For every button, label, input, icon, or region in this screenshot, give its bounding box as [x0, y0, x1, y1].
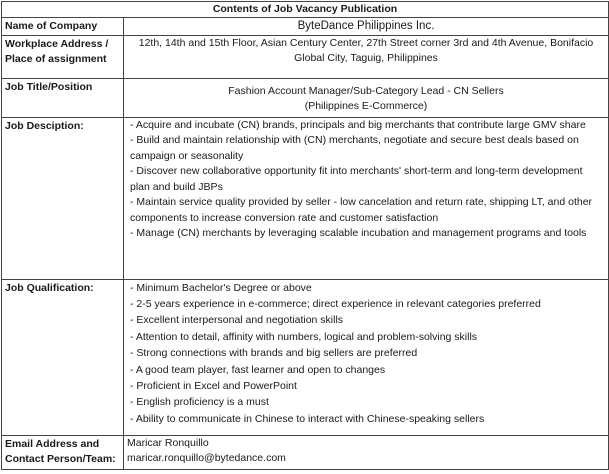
description-item: - Manage (CN) merchants by leveraging scalable incubation and management programs and tools: [130, 227, 587, 239]
qualification-item: - Minimum Bachelor's Degree or above: [130, 281, 312, 294]
contact-label-line2: Contact Person/Team:: [5, 453, 116, 465]
description-item: - Maintain service quality provided by seller - low cancelation and return rate, shipping LT, and other components to increase conversion rate and customer satisfaction: [130, 196, 593, 224]
description-item: - Build and maintain relationship with (CN) merchants, negotiate and secure best deals based on campaign or seasonality: [130, 134, 579, 162]
position-value-line2: (Philippines E-Commerce): [304, 100, 428, 112]
qualification-row: [2, 279, 609, 435]
address-value-line1: 12th, 14th and 15th Floor, Asian Century Center, 27th Street corner 3rd and 4th Avenue, Bonifacio: [138, 36, 594, 49]
contact-row: [2, 435, 609, 469]
job-vacancy-document: [1, 1, 608, 472]
qualification-item: - Attention to detail, affinity with numbers, logical and problem-solving skills: [130, 330, 478, 343]
description-value: [124, 117, 609, 279]
contact-label: [2, 435, 124, 469]
address-value: [124, 35, 609, 78]
document-title: Contents of Job Vacancy Publication: [2, 2, 609, 18]
description-label: Job Desciption:: [2, 117, 124, 279]
description-list: [130, 118, 602, 242]
job-vacancy-table: [1, 1, 609, 470]
position-value-line1: Fashion Account Manager/Sub-Category Lead - CN Sellers: [228, 84, 504, 97]
position-value: [124, 78, 609, 117]
contact-person: Maricar Ronquillo: [127, 436, 209, 449]
position-label: Job Title/Position: [2, 78, 124, 117]
address-row: [2, 35, 609, 78]
company-label: Name of Company: [2, 18, 124, 36]
qualification-item: - Ability to communicate in Chinese to interact with Chinese-speaking sellers: [130, 412, 485, 425]
contact-label-line1: Email Address and: [5, 437, 100, 450]
qualification-label: Job Qualification:: [2, 279, 124, 435]
qualification-value: [124, 279, 609, 435]
contact-email: maricar.ronquillo@bytedance.com: [127, 452, 286, 464]
description-item: - Acquire and incubate (CN) brands, principals and big merchants that contribute large GMV share: [130, 118, 586, 131]
address-label: [2, 35, 124, 78]
qualification-item: - Excellent interpersonal and negotiation skills: [130, 314, 344, 327]
position-row: [2, 78, 609, 117]
qualification-item: - Strong connections with brands and big sellers are preferred: [130, 347, 418, 360]
description-item: - Discover new collaborative opportunity fit into merchants' short-term and long-term development plan and build JBPs: [130, 165, 583, 193]
address-label-line2: Place of assignment: [5, 53, 107, 65]
contact-value: [124, 435, 609, 469]
title-row: [2, 2, 609, 18]
qualification-item: - A good team player, fast learner and open to changes: [130, 363, 386, 376]
qualification-item: - Proficient in Excel and PowerPoint: [130, 379, 297, 392]
address-label-line1: Workplace Address /: [5, 37, 109, 50]
company-value: ByteDance Philippines Inc.: [124, 18, 609, 36]
company-row: [2, 18, 609, 36]
qualification-item: - 2-5 years experience in e-commerce; direct experience in relevant categories preferred: [130, 297, 541, 310]
qualification-item: - English proficiency is a must: [130, 396, 269, 409]
address-value-line2: Global City, Taguig, Philippines: [294, 52, 438, 64]
description-row: [2, 117, 609, 279]
qualification-list: [130, 280, 602, 428]
